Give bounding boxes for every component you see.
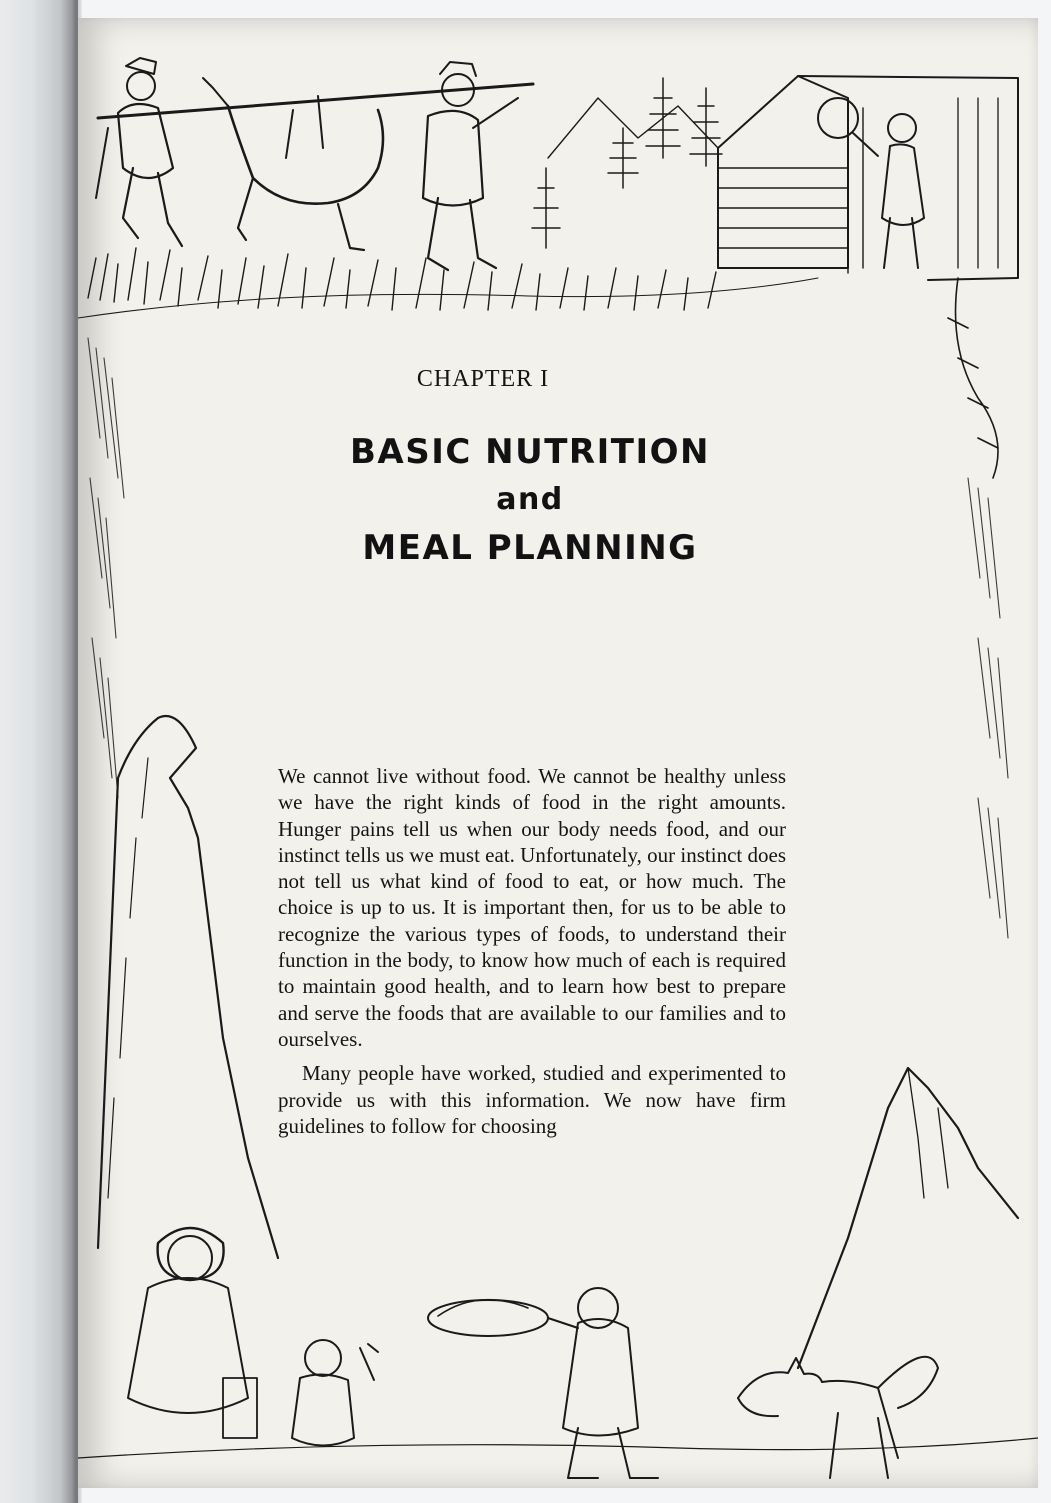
page-illustration [78, 18, 1038, 1488]
paragraph-2: Many people have worked, studied and experimented to provide us with this information. We now have firm guidelines to follow for choosing [278, 1061, 786, 1138]
log-cabin-icon [718, 76, 1018, 280]
body-text [278, 763, 786, 1139]
husky-dog-icon [738, 1357, 938, 1478]
chapter-title-line1: BASIC NUTRITION [350, 432, 710, 472]
child-serving-platter-icon [428, 1288, 658, 1478]
grass-decoration [78, 248, 818, 318]
chapter-title-line3: MEAL PLANNING [362, 528, 698, 568]
family-eating-icon [128, 1228, 378, 1446]
mountain-peak-right-icon [798, 1068, 1018, 1368]
rocky-ridge-decoration [948, 278, 998, 478]
chapter-title-line2: and [496, 482, 564, 517]
hunters-carrying-caribou-icon [96, 58, 533, 270]
chapter-label: CHAPTER I [416, 366, 550, 392]
mountain-peak-left-icon [98, 716, 278, 1258]
forest-background-icon [532, 78, 722, 248]
paragraph-1: We cannot live without food. We cannot be healthy unless we have the right kinds of food in the right amounts. Hunger pains tell us when our body needs food, and our instinct tells us we must eat. Unfortunately, our instinct does not tell us what kind of food to eat, or how much. The choice is up to us. It is important then, for us to be able to recognize the various types of foods, to understand their function in the body, to know how much of each is required to maintain good health, and to learn how best to prepare and serve the foods that are available to our families and to ourselves. [278, 764, 786, 1051]
